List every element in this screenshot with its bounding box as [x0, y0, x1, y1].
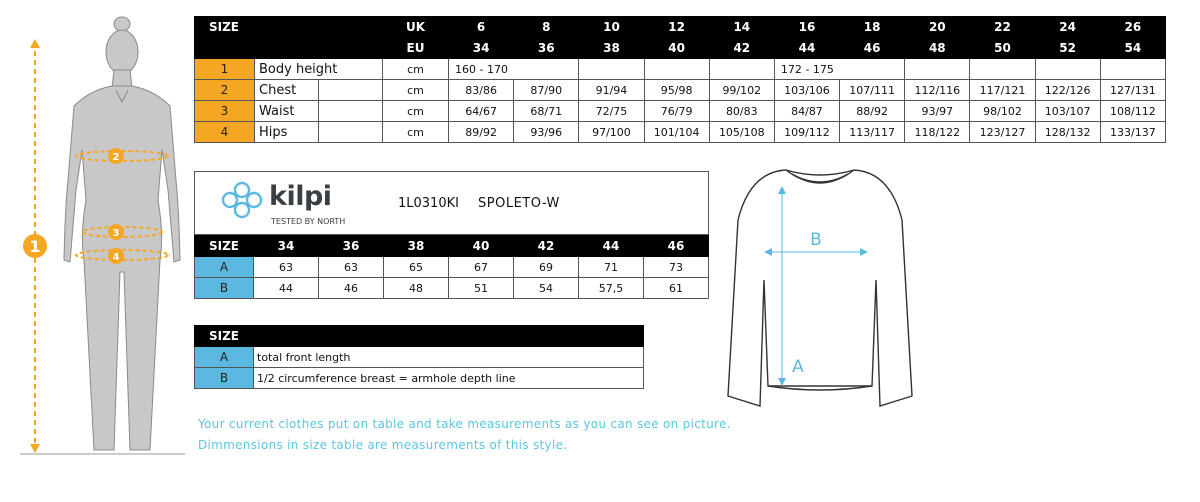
table-cell: 98/102 — [970, 101, 1035, 122]
size-header: 34 — [254, 236, 319, 257]
uk-size: 18 — [840, 17, 905, 38]
table-row — [195, 278, 709, 299]
height-range-cell: 160 - 170 — [449, 59, 579, 80]
uk-size: 12 — [644, 17, 709, 38]
marker-hips: 4 — [112, 252, 120, 263]
table-cell: 87/90 — [514, 80, 579, 101]
uk-size: 14 — [709, 17, 774, 38]
table-row — [195, 122, 1166, 143]
product-size-table — [194, 235, 709, 299]
table-cell: 71 — [579, 257, 644, 278]
row-unit: cm — [383, 59, 449, 80]
eu-size: 40 — [644, 38, 709, 59]
legend-text: total front length — [254, 347, 644, 368]
marker-height: 1 — [29, 237, 41, 256]
table-cell: 54 — [514, 278, 579, 299]
note-line-1: Your current clothes put on table and take measurements as you can see on picture. — [198, 417, 731, 431]
garment-label-b: B — [810, 230, 822, 250]
table-cell: 68/71 — [514, 101, 579, 122]
uk-size: 22 — [970, 17, 1035, 38]
legend-table — [194, 325, 644, 389]
size-header: 46 — [644, 236, 709, 257]
uk-size: 8 — [514, 17, 579, 38]
table-cell: 97/100 — [579, 122, 644, 143]
row-label: B — [195, 278, 254, 299]
table-cell: 93/97 — [905, 101, 970, 122]
uk-label: UK — [383, 17, 449, 38]
size-label: SIZE — [195, 236, 254, 257]
size-header: 40 — [449, 236, 514, 257]
row-label: B — [195, 368, 254, 389]
table-cell: 65 — [384, 257, 449, 278]
legend-title: SIZE — [195, 326, 254, 347]
uk-size: 26 — [1100, 17, 1165, 38]
eu-size: 42 — [709, 38, 774, 59]
table-cell: 67 — [449, 257, 514, 278]
table-row — [195, 80, 1166, 101]
table-row — [195, 101, 1166, 122]
table-cell: 95/98 — [644, 80, 709, 101]
table-cell: 89/92 — [449, 122, 514, 143]
legend-text: 1/2 circumference breast = armhole depth line — [254, 368, 644, 389]
table-cell: 113/117 — [840, 122, 905, 143]
size-label: SIZE — [195, 17, 383, 38]
row-number: 4 — [195, 122, 255, 143]
eu-size: 50 — [970, 38, 1035, 59]
eu-label: EU — [383, 38, 449, 59]
product-header — [194, 171, 709, 235]
marker-waist: 3 — [112, 228, 120, 239]
table-cell: 118/122 — [905, 122, 970, 143]
uk-size: 24 — [1035, 17, 1100, 38]
table-cell: 63 — [254, 257, 319, 278]
garment-label-a: A — [792, 357, 804, 377]
eu-size: 44 — [774, 38, 839, 59]
size-header: 42 — [514, 236, 579, 257]
row-label: A — [195, 347, 254, 368]
brand-tagline: TESTED BY NORTH — [271, 217, 346, 226]
product-name: SPOLETO-W — [478, 196, 560, 211]
eu-size: 48 — [905, 38, 970, 59]
kilpi-logo-icon — [217, 180, 267, 220]
table-cell: 84/87 — [774, 101, 839, 122]
body-size-table — [194, 16, 1166, 143]
row-label: Body height — [255, 59, 383, 80]
table-cell: 72/75 — [579, 101, 644, 122]
table-cell: 91/94 — [579, 80, 644, 101]
eu-size: 38 — [579, 38, 644, 59]
table-cell: 88/92 — [840, 101, 905, 122]
size-header: 44 — [579, 236, 644, 257]
table-cell: 46 — [319, 278, 384, 299]
table-cell: 63 — [319, 257, 384, 278]
row-unit: cm — [383, 101, 449, 122]
uk-size: 20 — [905, 17, 970, 38]
table-cell: 61 — [644, 278, 709, 299]
table-cell: 44 — [254, 278, 319, 299]
table-cell: 105/108 — [709, 122, 774, 143]
table-row — [195, 257, 709, 278]
row-label: Hips — [255, 122, 319, 143]
table-cell: 108/112 — [1100, 101, 1165, 122]
body-figure — [10, 10, 190, 460]
table-cell: 76/79 — [644, 101, 709, 122]
size-header: 38 — [384, 236, 449, 257]
product-code: 1L0310KI — [398, 196, 459, 211]
row-unit: cm — [383, 80, 449, 101]
size-header: 36 — [319, 236, 384, 257]
table-row — [195, 347, 644, 368]
row-number: 2 — [195, 80, 255, 101]
eu-size: 52 — [1035, 38, 1100, 59]
uk-size: 10 — [579, 17, 644, 38]
height-range-cell: 172 - 175 — [774, 59, 904, 80]
table-cell: 69 — [514, 257, 579, 278]
table-cell: 101/104 — [644, 122, 709, 143]
eu-size: 54 — [1100, 38, 1165, 59]
table-cell: 107/111 — [840, 80, 905, 101]
table-cell: 48 — [384, 278, 449, 299]
table-cell: 73 — [644, 257, 709, 278]
table-cell: 51 — [449, 278, 514, 299]
table-cell: 103/107 — [1035, 101, 1100, 122]
table-cell: 93/96 — [514, 122, 579, 143]
table-cell: 128/132 — [1035, 122, 1100, 143]
table-cell: 83/86 — [449, 80, 514, 101]
brand-name: kilpi — [269, 181, 332, 212]
row-number: 1 — [195, 59, 255, 80]
table-cell: 127/131 — [1100, 80, 1165, 101]
row-unit: cm — [383, 122, 449, 143]
table-cell: 112/116 — [905, 80, 970, 101]
table-row — [195, 368, 644, 389]
uk-size: 6 — [449, 17, 514, 38]
table-cell: 122/126 — [1035, 80, 1100, 101]
garment-diagram — [720, 160, 920, 420]
table-cell: 64/67 — [449, 101, 514, 122]
uk-size: 16 — [774, 17, 839, 38]
table-cell: 80/83 — [709, 101, 774, 122]
row-label: Chest — [255, 80, 319, 101]
table-cell: 117/121 — [970, 80, 1035, 101]
table-cell: 57,5 — [579, 278, 644, 299]
table-cell: 133/137 — [1100, 122, 1165, 143]
eu-size: 46 — [840, 38, 905, 59]
table-cell: 109/112 — [774, 122, 839, 143]
eu-size: 34 — [449, 38, 514, 59]
table-cell: 123/127 — [970, 122, 1035, 143]
marker-chest: 2 — [112, 152, 120, 163]
row-label: Waist — [255, 101, 319, 122]
table-cell: 103/106 — [774, 80, 839, 101]
note-line-2: Dimmensions in size table are measurements of this style. — [198, 438, 568, 452]
table-row — [195, 59, 1166, 80]
row-number: 3 — [195, 101, 255, 122]
row-label: A — [195, 257, 254, 278]
eu-size: 36 — [514, 38, 579, 59]
table-cell: 99/102 — [709, 80, 774, 101]
